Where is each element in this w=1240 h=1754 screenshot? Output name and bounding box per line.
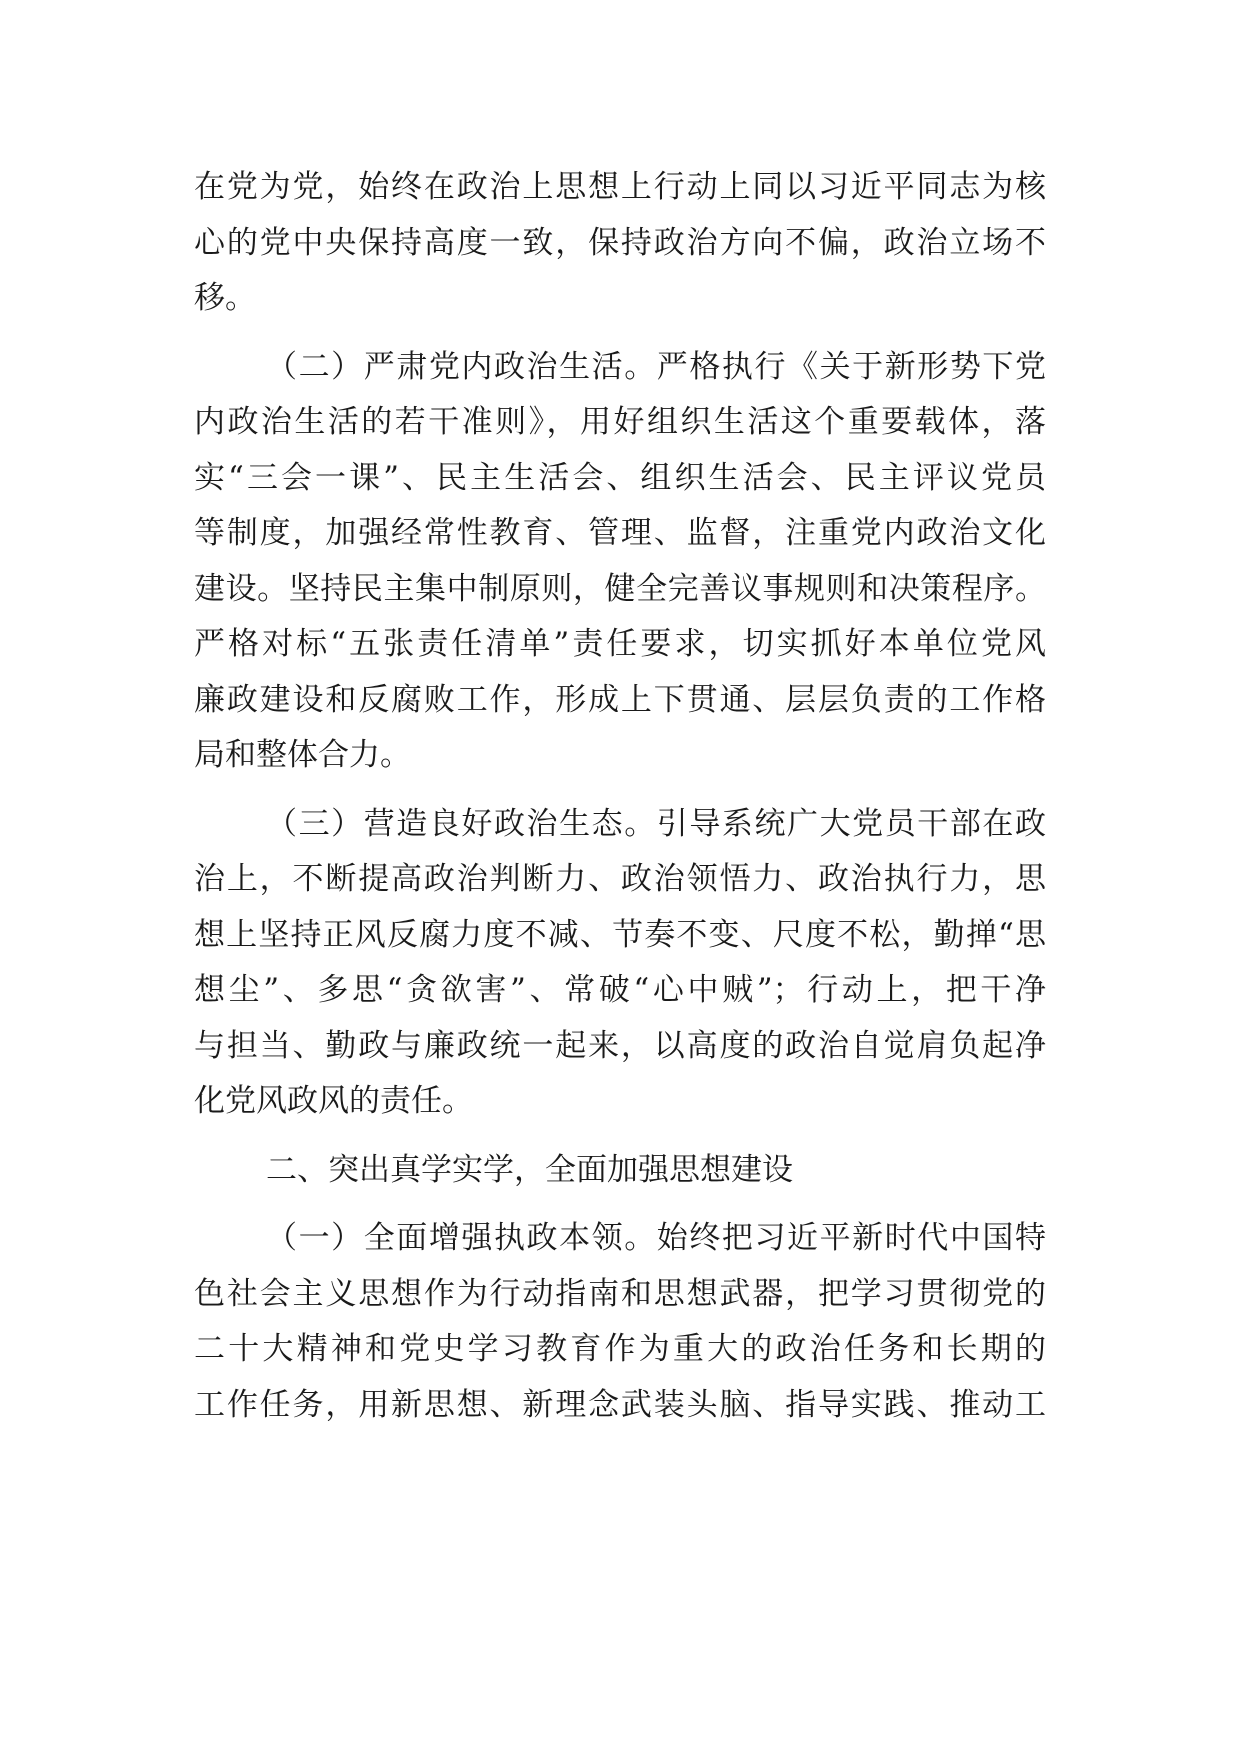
text-line: （一）全面增强执政本领。始终把习近平新时代中国特 xyxy=(266,1220,1046,1256)
document-body xyxy=(194,160,1046,1433)
text-line: 工作任务，用新思想、新理念武装头脑、指导实践、推动工 xyxy=(194,1386,1046,1423)
paragraph-1 xyxy=(194,160,1046,327)
text-line: 在党为党，始终在政治上思想上行动上同以习近平同志为核 xyxy=(194,169,1046,205)
section-heading xyxy=(194,1143,1046,1199)
text-line: 廉政建设和反腐败工作，形成上下贯通、层层负责的工作格 xyxy=(194,681,1046,718)
text-line: 二十大精神和党史学习教育作为重大的政治任务和长期的 xyxy=(194,1331,1046,1367)
text-line: 实“三会一课”、民主生活会、组织生活会、民主评议党员 xyxy=(194,459,1046,496)
heading-line: 二、突出真学实学，全面加强思想建设 xyxy=(266,1151,793,1188)
text-line: 化党风政风的责任。 xyxy=(194,1083,473,1119)
text-line: 与担当、勤政与廉政统一起来，以高度的政治自觉肩负起净 xyxy=(194,1027,1046,1064)
paragraph-2 xyxy=(194,340,1046,784)
text-line: 严格对标“五张责任清单”责任要求，切实抓好本单位党风 xyxy=(194,626,1046,662)
paragraph-3 xyxy=(194,797,1046,1130)
text-line: 建设。坚持民主集中制原则，健全完善议事规则和决策程序。 xyxy=(194,570,1046,607)
text-line: 移。 xyxy=(194,280,256,316)
text-line: （二）严肃党内政治生活。严格执行《关于新形势下党 xyxy=(266,348,1046,385)
text-line: 心的党中央保持高度一致，保持政治方向不偏，政治立场不 xyxy=(194,224,1046,261)
text-line: 等制度，加强经常性教育、管理、监督，注重党内政治文化 xyxy=(194,515,1046,551)
paragraph-4 xyxy=(194,1211,1046,1433)
text-line: 想尘”、多思“贪欲害”、常破“心中贼”；行动上，把干净 xyxy=(194,972,1046,1008)
text-line: 局和整体合力。 xyxy=(194,737,411,773)
text-line: 想上坚持正风反腐力度不减、节奏不变、尺度不松，勤掸“思 xyxy=(194,916,1046,953)
text-line: （三）营造良好政治生态。引导系统广大党员干部在政 xyxy=(266,805,1046,842)
text-line: 治上，不断提高政治判断力、政治领悟力、政治执行力，思 xyxy=(194,861,1046,897)
text-line: 内政治生活的若干准则》，用好组织生活这个重要载体，落 xyxy=(194,404,1046,440)
text-line: 色社会主义思想作为行动指南和思想武器，把学习贯彻党的 xyxy=(194,1275,1046,1312)
